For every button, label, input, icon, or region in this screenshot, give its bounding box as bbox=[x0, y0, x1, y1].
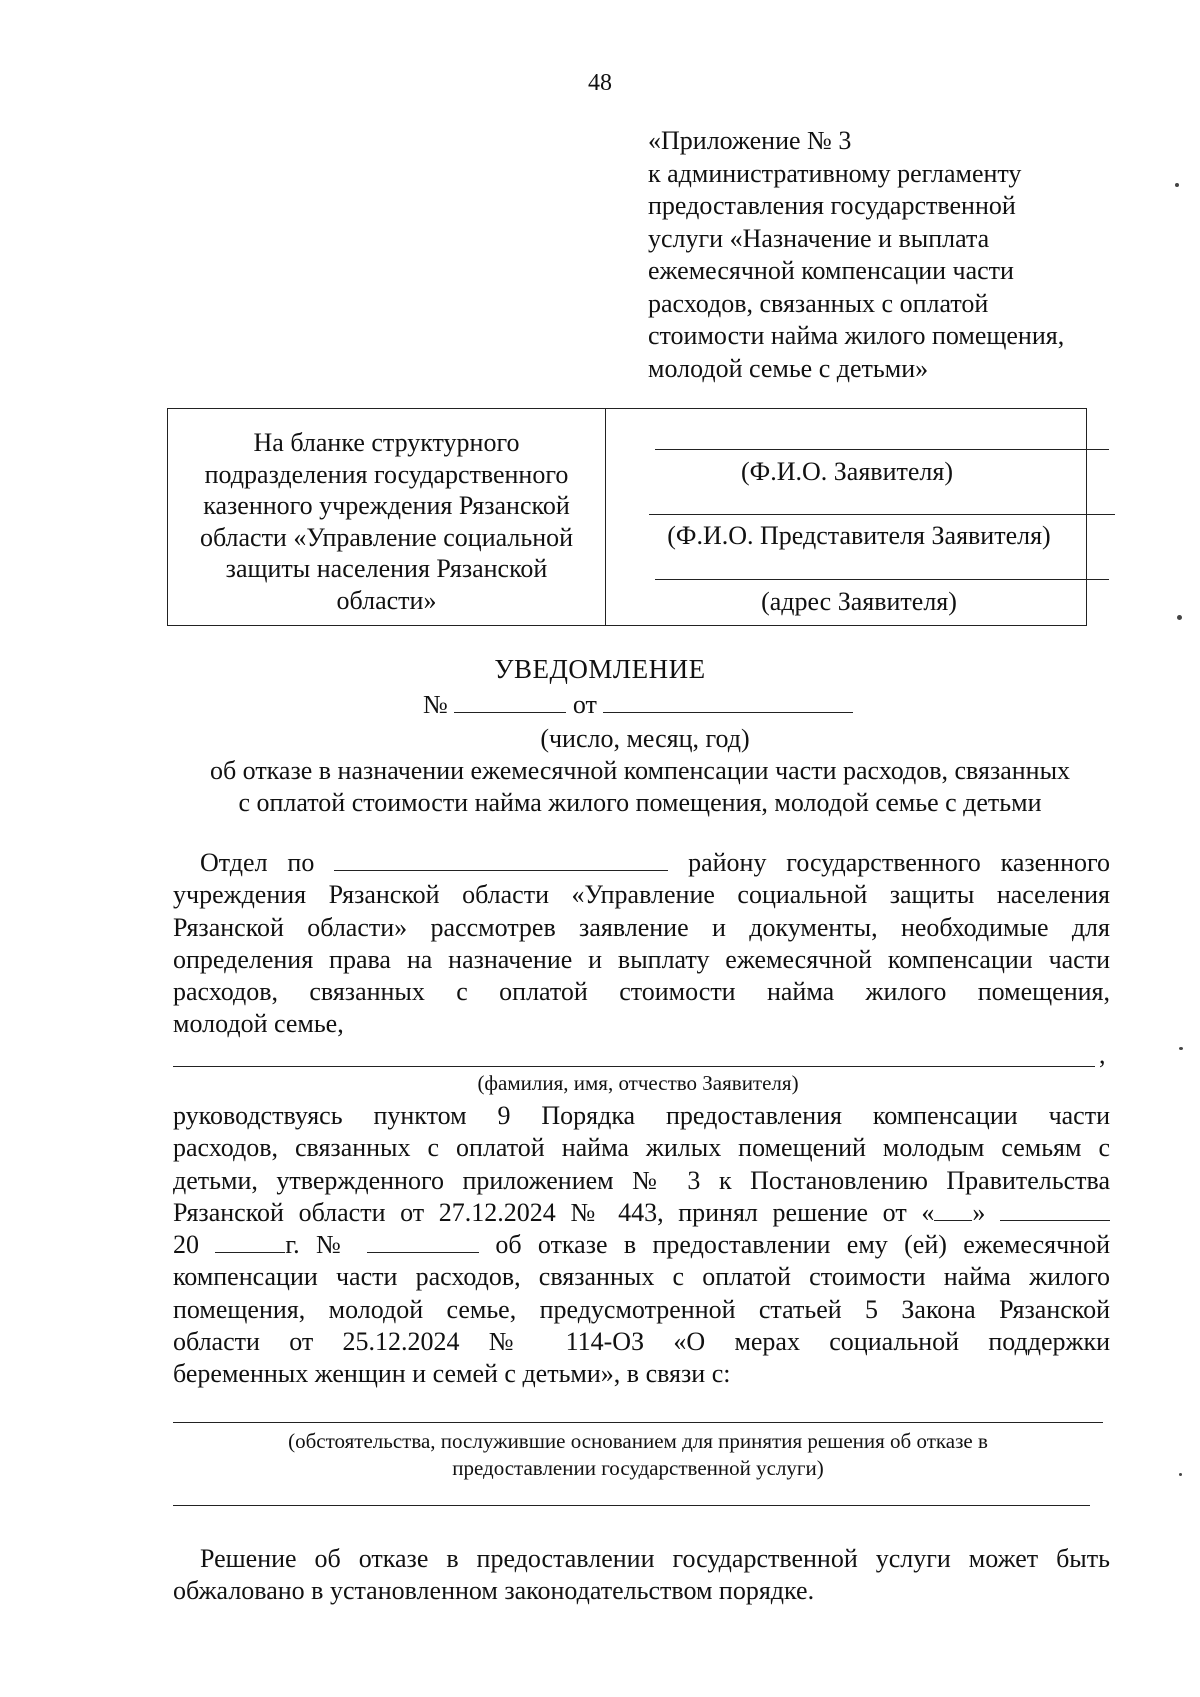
text-line bbox=[173, 847, 1110, 879]
appendix-line: молодой семье с детьми» bbox=[648, 353, 929, 383]
page-number: 48 bbox=[588, 70, 612, 96]
text-fragment: Рязанской области от 27.12.2024 № 443, принял решение от « bbox=[173, 1197, 935, 1227]
scan-speck bbox=[1175, 183, 1179, 187]
table-divider bbox=[605, 409, 606, 625]
letterhead-cell bbox=[168, 427, 605, 616]
text-line bbox=[173, 1229, 1110, 1261]
scan-speck bbox=[1179, 1473, 1182, 1476]
applicant-caption: (Ф.И.О. Заявителя) bbox=[741, 457, 953, 486]
notice-date-field[interactable] bbox=[603, 690, 853, 713]
notice-title: УВЕДОМЛЕНИЕ bbox=[494, 654, 706, 684]
subject-line: с оплатой стоимости найма жилого помещения, молодой семье с детьми bbox=[238, 788, 1042, 817]
text-line: определения права на назначение и выплату ежемесячной компенсации части bbox=[173, 944, 1110, 974]
scan-speck bbox=[1177, 615, 1182, 620]
recipient-cell bbox=[607, 409, 1087, 625]
address-caption: (адрес Заявителя) bbox=[761, 587, 957, 616]
text-line: детьми, утвержденного приложением № 3 к Постановлению Правительства bbox=[173, 1165, 1110, 1195]
appendix-line: предоставления государственной bbox=[648, 191, 1016, 220]
department-label: Отдел по bbox=[200, 848, 315, 877]
comma: , bbox=[1099, 1040, 1106, 1069]
text-line: компенсации части расходов, связанных с оплатой стоимости найма жилого bbox=[173, 1262, 1110, 1292]
decision-day-field[interactable] bbox=[934, 1200, 972, 1221]
text-fragment: » bbox=[972, 1197, 986, 1227]
text-line: Решение об отказе в предоставлении государственной услуги может быть bbox=[200, 1544, 1110, 1573]
header-table bbox=[167, 408, 1087, 626]
applicant-full-name-caption: (фамилия, имя, отчество Заявителя) bbox=[477, 1071, 799, 1095]
applicant-name-line[interactable] bbox=[655, 449, 1109, 450]
representative-name-line[interactable] bbox=[649, 514, 1115, 515]
date-caption: (число, месяц, год) bbox=[540, 724, 750, 753]
circumstances-caption bbox=[173, 1428, 1103, 1482]
appendix-line: к административному регламенту bbox=[648, 158, 1022, 188]
representative-caption: (Ф.И.О. Представителя Заявителя) bbox=[667, 521, 1051, 550]
number-label: № bbox=[423, 690, 448, 719]
text-line: беременных женщин и семей с детьми», в связи с: bbox=[173, 1359, 731, 1389]
paragraph-decision-basis bbox=[173, 847, 1110, 1041]
text-line: молодой семье, bbox=[173, 1009, 344, 1039]
text-line: Рязанской области» рассмотрев заявление и документы, необходимые для bbox=[173, 912, 1110, 942]
text-line: руководствуясь пунктом 9 Порядка предоставления компенсации части bbox=[173, 1101, 1110, 1130]
letterhead-line: казенного учреждения Рязанской bbox=[203, 491, 570, 520]
paragraph-decision bbox=[173, 1100, 1110, 1391]
letterhead-line: защиты населения Рязанской bbox=[225, 554, 548, 583]
text-line bbox=[173, 1197, 1110, 1229]
subject-line: об отказе в назначении ежемесячной компенсации части расходов, связанных bbox=[209, 756, 1071, 785]
appendix-line: расходов, связанных с оплатой bbox=[648, 288, 989, 318]
paragraph-appeal bbox=[173, 1543, 1110, 1608]
text-line: обжаловано в установленном законодательством порядке. bbox=[173, 1576, 815, 1606]
letterhead-line: подразделения государственного bbox=[204, 459, 569, 489]
decision-month-field[interactable] bbox=[1000, 1200, 1110, 1221]
appendix-reference bbox=[648, 125, 1168, 385]
caption-line: (обстоятельства, послужившие основанием для принятия решения об отказе в bbox=[288, 1429, 988, 1453]
applicant-full-name-line[interactable] bbox=[173, 1066, 1095, 1067]
from-label: от bbox=[572, 690, 597, 719]
appendix-line: услуги «Назначение и выплата bbox=[648, 223, 990, 253]
district-field[interactable] bbox=[334, 850, 668, 871]
text-line: учреждения Рязанской области «Управление социальной защиты населения bbox=[173, 880, 1110, 910]
text-fragment: 20 bbox=[173, 1230, 199, 1260]
letterhead-line: области» bbox=[336, 585, 437, 615]
appendix-line: ежемесячной компенсации части bbox=[648, 256, 1014, 285]
appendix-line: стоимости найма жилого помещения, bbox=[648, 321, 1065, 350]
circumstances-line[interactable] bbox=[173, 1422, 1103, 1423]
circumstances-continuation-line[interactable] bbox=[173, 1505, 1090, 1506]
text-line: расходов, связанных с оплатой стоимости найма жилого помещения, bbox=[173, 977, 1110, 1007]
scan-speck bbox=[1179, 1047, 1183, 1050]
caption-line: предоставлении государственной услуги) bbox=[452, 1456, 824, 1480]
appendix-line: «Приложение № 3 bbox=[648, 126, 852, 155]
notice-number-field[interactable] bbox=[454, 690, 566, 713]
letterhead-line: На бланке структурного bbox=[253, 428, 520, 457]
text-fragment: об отказе в предоставлении ему (ей) ежемесячной bbox=[495, 1230, 1111, 1260]
text-fragment: району государственного казенного bbox=[688, 848, 1111, 877]
text-line: области от 25.12.2024 № 114-ОЗ «О мерах социальной поддержки bbox=[173, 1327, 1110, 1357]
text-line: расходов, связанных с оплатой найма жилых помещений молодым семьям с bbox=[173, 1133, 1110, 1163]
notice-subject bbox=[160, 755, 1120, 819]
decision-number-field[interactable] bbox=[367, 1232, 479, 1253]
decision-year-field[interactable] bbox=[215, 1232, 285, 1253]
applicant-address-line[interactable] bbox=[655, 579, 1109, 580]
text-line: помещения, молодой семье, предусмотренной статьей 5 Закона Рязанской bbox=[173, 1294, 1110, 1324]
letterhead-line: области «Управление социальной bbox=[199, 522, 574, 552]
notice-number-line bbox=[423, 690, 853, 720]
text-fragment: г. № bbox=[285, 1230, 351, 1260]
